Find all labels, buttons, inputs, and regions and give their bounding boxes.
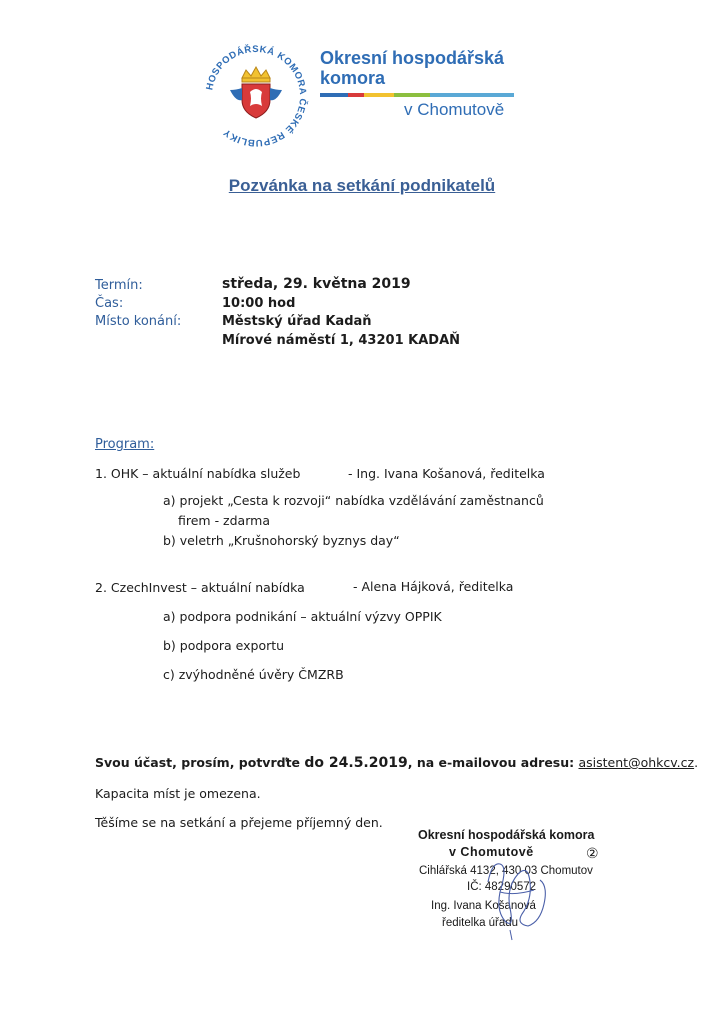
place-value-line2: Mírové náměstí 1, 43201 KADAŇ [222,333,461,348]
program-item-1-sub-a: a) projekt „Cesta k rozvoji“ nabídka vzdělávání zaměstnanců [163,493,544,508]
color-bar-segment [430,93,514,97]
stamp-address: Cihlářská 4132, 430 03 Chomutov [419,865,593,877]
stamp-director-title: ředitelka úřadu [442,917,519,929]
program-item-2-sub-b: b) podpora exportu [163,638,285,653]
term-label: Termín: [95,278,143,293]
program-item-1-sub-b: b) veletrh „Krušnohorský byznys day“ [163,533,400,548]
program-item-1-sub-a-cont: firem - zdarma [178,513,270,528]
program-item-1-speaker: - Ing. Ivana Košanová, ředitelka [348,466,545,481]
capacity-note: Kapacita míst je omezena. [95,786,261,801]
confirm-line [95,755,698,771]
stamp-org-city: v Chomutově [449,845,534,859]
confirm-mid: , na e-mailovou adresu: [407,755,579,770]
color-bar-segment [348,93,364,97]
confirm-end: . [694,755,699,770]
stamp-ic: IČ: 48290572 [467,881,537,893]
org-name-line1: Okresní hospodářská [320,48,505,68]
org-city: v Chomutově [404,100,505,119]
confirm-pre: Svou účast, prosím, potvrďte [95,755,305,770]
program-item-2-title: 2. CzechInvest – aktuální nabídka [95,580,305,595]
program-item-2-speaker: - Alena Hájková, ředitelka [353,579,514,594]
program-heading: Program: [95,437,155,452]
chamber-seal-logo [200,40,312,152]
program-item-2-sub-c: c) zvýhodněné úvěry ČMZRB [163,667,344,682]
signature-image [470,852,560,942]
crown-icon [242,67,270,82]
confirm-email-link[interactable]: asistent@ohkcv.cz [578,755,695,770]
term-value: středa, 29. května 2019 [222,276,411,292]
seal-text: HOSPODÁŘSKÁ KOMORA ČESKÉ REPUBLIKY [204,43,309,149]
color-bar-segment [320,93,348,97]
confirm-date: do 24.5.2019 [304,755,408,771]
time-value: 10:00 hod [222,296,296,311]
program-item-1-title: 1. OHK – aktuální nabídka služeb [95,466,301,481]
color-bar-segment [364,93,394,97]
place-value-line1: Městský úřad Kadaň [222,314,372,329]
stamp-badge: ② [586,845,599,861]
program-item-2-sub-a: a) podpora podnikání – aktuální výzvy OPPIK [163,609,442,624]
org-name-line2: komora [320,68,386,88]
stamp-director-name: Ing. Ivana Košanová [431,900,536,912]
place-label: Místo konání: [95,314,182,329]
time-label: Čas: [95,296,124,311]
shield-icon [242,84,270,118]
closing-note: Těšíme se na setkání a přejeme příjemný den. [95,815,383,830]
color-bar-segment [394,93,430,97]
page-title: Pozvánka na setkání podnikatelů [228,176,496,195]
stamp-org-name: Okresní hospodářská komora [418,828,595,842]
